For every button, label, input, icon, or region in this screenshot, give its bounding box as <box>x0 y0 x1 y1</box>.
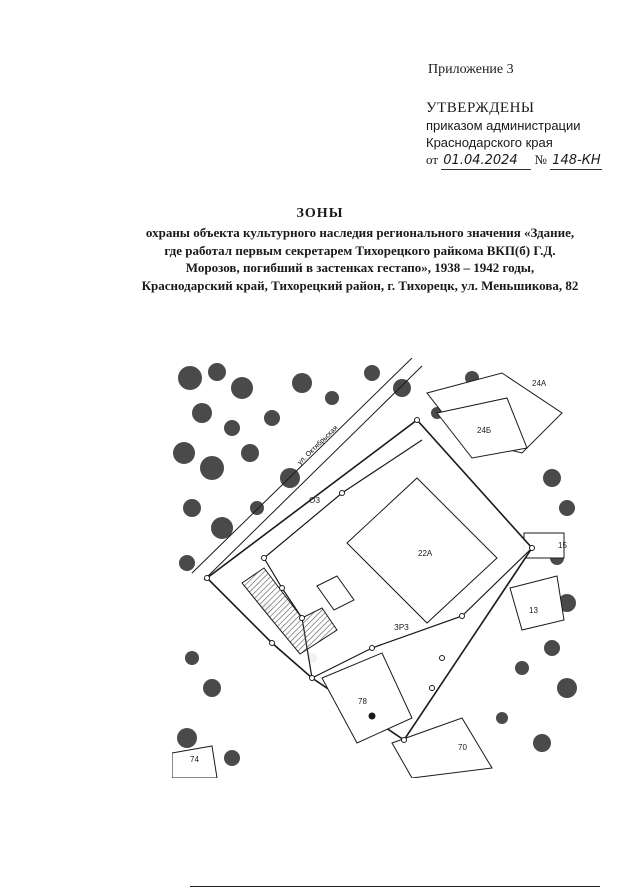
parcel-label-13: 13 <box>529 606 538 615</box>
heritage-marker <box>369 713 376 720</box>
appendix-label: Приложение 3 <box>428 62 514 77</box>
bottom-rule <box>190 886 600 887</box>
approved-heading: УТВЕРЖДЕНЫ <box>426 100 535 116</box>
parcel-label-22a: 22А <box>418 549 433 558</box>
parcel-label-74: 74 <box>190 755 199 764</box>
approval-block <box>426 100 626 170</box>
cadastral-map <box>172 358 582 778</box>
document-title: ЗОНЫ <box>296 206 344 221</box>
date-prefix: от <box>426 152 439 167</box>
order-date-row <box>426 151 626 170</box>
number-prefix: № <box>534 152 547 167</box>
zone-label-oz: ОЗ <box>309 496 321 505</box>
order-line-2: Краснодарского края <box>426 135 553 150</box>
document-description: охраны объекта культурного наследия регионального значения «Здание, где работал первым секретарем Тихорецкого райкома ВКП(б) Г.Д. Морозов, погибший в застенках гестапо», 1938 – 1942 годы, Краснодарский край, Тихорецкий район, г. Тихорецк, ул. Меньшикова, 82 <box>141 225 579 293</box>
zone-label-zrz: ЗРЗ <box>394 623 409 632</box>
order-line-1: приказом администрации <box>426 118 581 133</box>
order-number: 148-КН <box>552 153 601 168</box>
order-date: 01.04.2024 <box>441 152 531 170</box>
parcel-label-78: 78 <box>358 697 367 706</box>
parcel-label-24b: 24Б <box>477 426 492 435</box>
map-svg <box>172 358 582 778</box>
street-label: ул. Октябрьская <box>296 424 340 467</box>
parcel-label-15: 15 <box>558 541 567 550</box>
parcel-label-70: 70 <box>458 743 467 752</box>
parcel-label-24a: 24А <box>532 379 547 388</box>
